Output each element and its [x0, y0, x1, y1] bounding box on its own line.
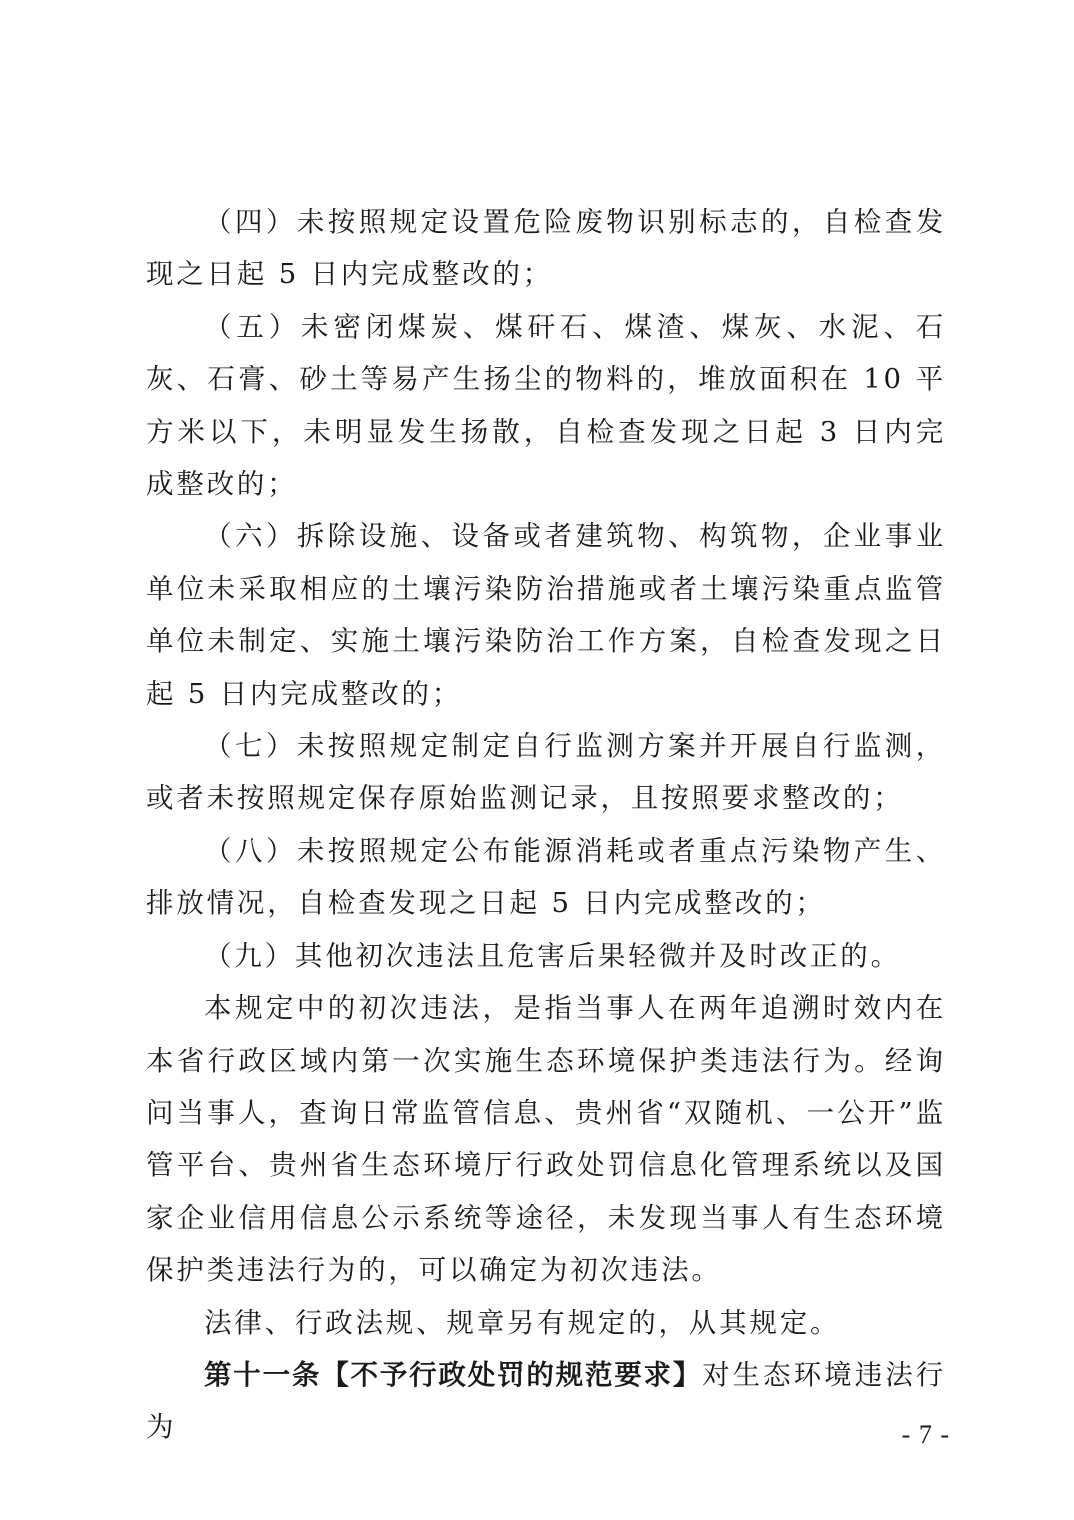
list-item-7: （七）未按照规定制定自行监测方案并开展自行监测，或者未按照规定保存原始监测记录，且按照要求整改的； [146, 730, 946, 815]
document-body [146, 196, 946, 1454]
list-item-6: （六）拆除设施、设备或者建筑物、构筑物，企业事业单位未采取相应的土壤污染防治措施或者土壤污染重点监管单位未制定、实施土壤污染防治工作方案，自检查发现之日起 5 日内完成整改的； [146, 520, 946, 710]
list-item-8: （八）未按照规定公布能源消耗或者重点污染物产生、排放情况，自检查发现之日起 5 日内完成整改的； [146, 834, 946, 920]
definition-paragraph: 本规定中的初次违法，是指当事人在两年追溯时效内在本省行政区域内第一次实施生态环境保护类违法行为。经询问当事人，查询日常监管信息、贵州省“双随机、一公开”监管平台、贵州省生态环境厅行政处罚信息化管理系统以及国家企业信用信息公示系统等途径，未发现当事人有生态环境保护类违法行为的，可以确定为初次违法。 [146, 992, 946, 1287]
exception-paragraph: 法律、行政法规、规章另有规定的，从其规定。 [204, 1306, 841, 1339]
article-heading: 第十一条【不予行政处罚的规范要求】 [204, 1358, 703, 1391]
article-paragraph [146, 1349, 946, 1454]
article-text: 对生态环境违法行为 [146, 1358, 946, 1444]
list-item-4: （四）未按照规定设置危险废物识别标志的，自检查发现之日起 5 日内完成整改的； [146, 206, 946, 291]
page-number: - 7 - [901, 1420, 950, 1449]
list-item-9: （九）其他初次违法且危害后果轻微并及时改正的。 [204, 939, 901, 972]
list-item-5: （五）未密闭煤炭、煤矸石、煤渣、煤灰、水泥、石灰、石膏、砂土等易产生扬尘的物料的，堆放面积在 10 平方米以下，未明显发生扬散，自检查发现之日起 3 日内完成整改的； [146, 310, 946, 501]
